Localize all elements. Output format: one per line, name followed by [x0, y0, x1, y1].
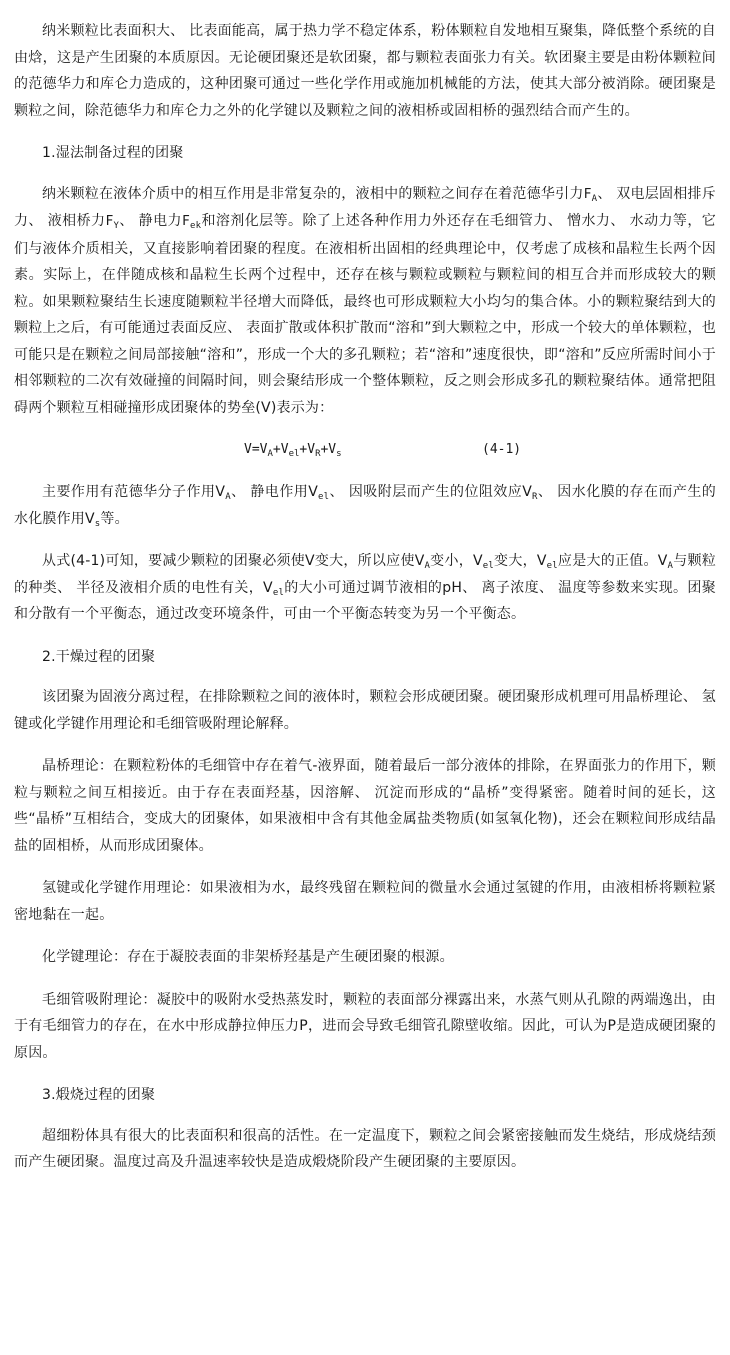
equation-4-1 — [14, 437, 716, 463]
main-forces-paragraph: 主要作用有范德华分子作用$V_A$、 静电作用$V_{el}$、 因吸附层而产生的位阻效应$V_R$、 因水化膜的存在而产生的水化膜作用$V_s$等。 — [14, 484, 716, 529]
equation-expression: $V=V_A+V_{el}+V_R+V_s$ — [244, 442, 342, 459]
section-heading-wet-preparation: 1.湿法制备过程的团聚 — [42, 145, 184, 161]
equation-discussion-paragraph: 从式(4-1)可知，要减少颗粒的团聚必须使V变大，所以应使$V_A$变小，$V_{el}$变大，$V_{el}$应是大的正值。$V_A$与颗粒的种类、 半径及液相介质的电性有关，$V_{el}$的大小可通过调节液相的pH、 离子浓度、 温度等参数来实现。团聚和分散有一个平衡态，通过改变环境条件，可由一个平衡态转变为另一个平衡态。 — [14, 553, 716, 622]
wet-preparation-paragraph: 纳米颗粒在液体介质中的相互作用是非常复杂的，液相中的颗粒之间存在着范德华引力$F_A$、 双电层固相排斥力、 液相桥力$F_Y$、 静电力$F_{ek}$和溶剂化层等。除了上述各种作用力外还存在毛细管力、 憎水力、 水动力等，它们与液体介质相关，又直接影响着团聚的程度。在液相析出固相的经典理论中，仅考虑了成核和晶粒生长两个因素。实际上，在伴随成核和晶粒生长两个过程中，还存在核与颗粒或颗粒与颗粒间的相互合并而形成较大的颗粒。如果颗粒聚结生长速度随颗粒半径增大而降低，最终也可形成颗粒大小均匀的集合体。小的颗粒聚结到大的颗粒上之后，有可能通过表面反应、 表面扩散或体积扩散而“溶和”到大颗粒之中，形成一个较大的单体颗粒，也可能只是在颗粒之间局部接触“溶和”，形成一个大的多孔颗粒；若“溶和”速度很快，即“溶和”反应所需时间小于相邻颗粒的二次有效碰撞的间隔时间，则会聚结形成一个整体颗粒，反之则会形成多孔的颗粒聚结体。通常把阻碍两个颗粒互相碰撞形成团聚体的势垒(V)表示为： — [14, 185, 716, 416]
capillary-adsorption-paragraph: 毛细管吸附理论：凝胶中的吸附水受热蒸发时，颗粒的表面部分裸露出来，水蒸气则从孔隙的两端逸出，由于有毛细管力的存在，在水中形成静拉伸压力P，进而会导致毛细管孔隙壁收缩。因此，可认为P是造成硬团聚的原因。 — [14, 991, 716, 1061]
section-heading-drying: 2.干燥过程的团聚 — [42, 648, 156, 665]
drying-intro-paragraph: 该团聚为固液分离过程，在排除颗粒之间的液体时，颗粒会形成硬团聚。硬团聚形成机理可用晶桥理论、 氢键或化学键作用理论和毛细管吸附理论解释。 — [14, 689, 716, 732]
hydrogen-bond-paragraph: 氢键或化学键作用理论：如果液相为水，最终残留在颗粒间的微量水会通过氢键的作用，由液相桥将颗粒紧密地黏在一起。 — [14, 880, 716, 923]
crystal-bridge-paragraph: 晶桥理论：在颗粒粉体的毛细管中存在着气-液界面，随着最后一部分液体的排除，在界面张力的作用下，颗粒与颗粒之间互相接近。由于存在表面羟基，因溶解、 沉淀而形成的“晶桥”变得紧密。随着时间的延长，这些“晶桥”互相结合，变成大的团聚体，如果液相中含有其他金属盐类物质(如氢氧化物)，还会在颗粒间形成结晶盐的固相桥，从而形成团聚体。 — [14, 758, 716, 854]
calcination-paragraph: 超细粉体具有很大的比表面积和很高的活性。在一定温度下，颗粒之间会紧密接触而发生烧结，形成烧结颈而产生硬团聚。温度过高及升温速率较快是造成煅烧阶段产生硬团聚的主要原因。 — [14, 1127, 716, 1170]
intro-paragraph: 纳米颗粒比表面积大、 比表面能高，属于热力学不稳定体系，粉体颗粒自发地相互聚集，降低整个系统的自由焓，这是产生团聚的本质原因。无论硬团聚还是软团聚，都与颗粒表面张力有关。软团聚主要是由粉体颗粒间的范德华力和库仑力造成的，这种团聚可通过一些化学作用或施加机械能的方法，使其大部分被消除。硬团聚是颗粒之间，除范德华力和库仑力之外的化学键以及颗粒之间的液相桥或固相桥的强烈结合而产生的。 — [14, 23, 716, 119]
equation-number: (4-1) — [482, 442, 522, 457]
section-heading-calcination: 3.煅烧过程的团聚 — [42, 1087, 156, 1103]
chemical-bond-paragraph: 化学键理论：存在于凝胶表面的非架桥羟基是产生硬团聚的根源。 — [42, 949, 454, 965]
